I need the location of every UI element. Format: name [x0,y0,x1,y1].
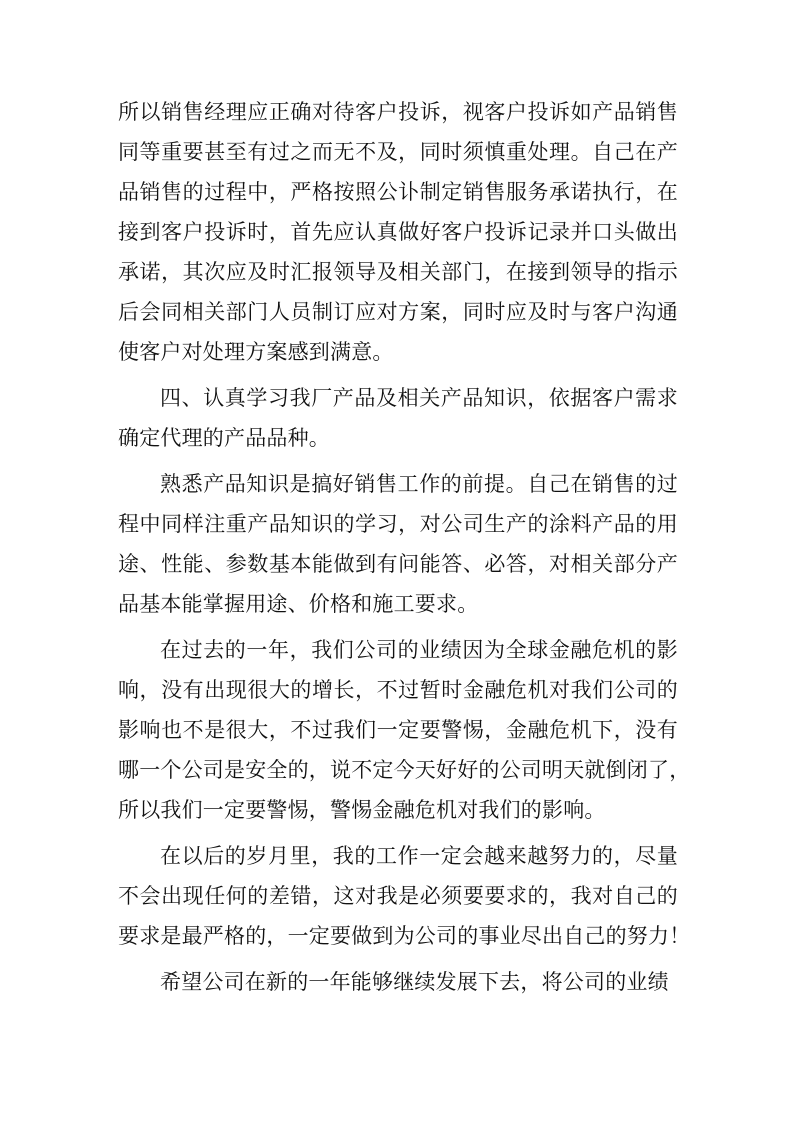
text-line: 哪一个公司是安全的，说不定今天好好的公司明天就倒闭了， [118,758,691,782]
paragraph [118,630,691,830]
text-line: 所以销售经理应正确对待客户投诉，视客户投诉如产品销售 [118,100,678,124]
text-line: 要求是最严格的，一定要做到为公司的事业尽出自己的努力！ [118,924,691,948]
text-line: 所以我们一定要警惕，警惕金融危机对我们的影响。 [118,798,606,822]
text-line: 在以后的岁月里，我的工作一定会越来越努力的，尽量 [160,844,678,868]
text-line: 途、性能、参数基本能做到有问能答、必答，对相关部分产 [118,552,678,576]
text-line: 确定代理的产品品种。 [118,426,330,450]
text-line: 不会出现任何的差错，这对我是必须要要求的，我对自己的 [118,884,678,908]
text-line: 四、认真学习我厂产品及相关产品知识，依据客户需求 [160,386,678,410]
paragraph [118,962,678,1002]
text-line: 接到客户投诉时，首先应认真做好客户投诉记录并口头做出 [118,220,678,244]
text-line: 承诺，其次应及时汇报领导及相关部门，在接到领导的指示 [118,260,678,284]
text-line: 响，没有出现很大的增长，不过暂时金融危机对我们公司的 [118,678,678,702]
text-line: 程中同样注重产品知识的学习，对公司生产的涂料产品的用 [118,512,678,536]
text-line: 希望公司在新的一年能够继续发展下去，将公司的业绩 [160,970,669,994]
text-line: 在过去的一年，我们公司的业绩因为全球金融危机的影 [160,638,678,662]
text-line: 品销售的过程中，严格按照公讣制定销售服务承诺执行，在 [118,180,678,204]
paragraph [118,92,678,372]
paragraph [118,464,678,624]
section-heading [118,378,678,458]
text-line: 熟悉产品知识是搞好销售工作的前提。自己在销售的过 [160,472,678,496]
text-line: 品基本能掌握用途、价格和施工要求。 [118,592,479,616]
text-line: 后会同相关部门人员制订应对方案，同时应及时与客户沟通 [118,300,678,324]
paragraph [118,836,691,956]
text-line: 使客户对处理方案感到满意。 [118,340,394,364]
document-page [118,92,691,1002]
text-line: 同等重要甚至有过之而无不及，同时须慎重处理。自己在产 [118,140,678,164]
text-line: 影响也不是很大，不过我们一定要警惕，金融危机下，没有 [118,718,678,742]
